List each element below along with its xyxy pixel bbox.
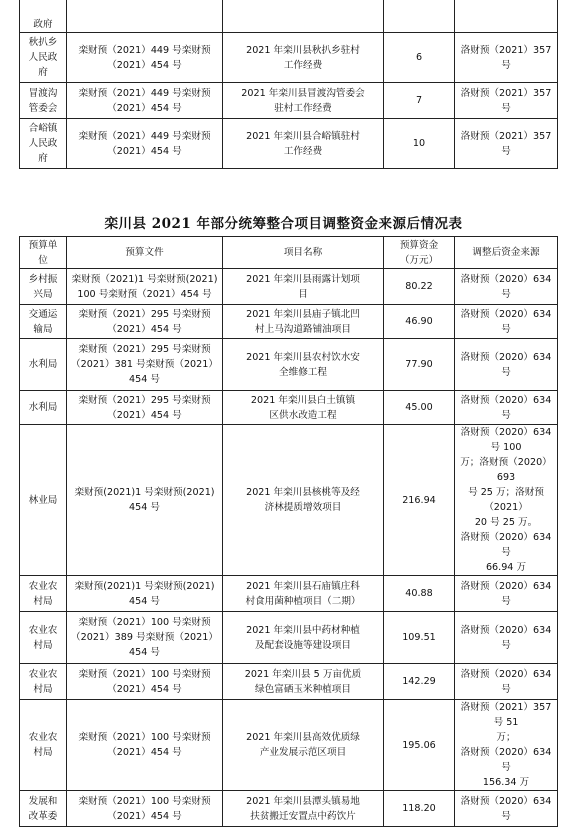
doc-cell: 栾财预（2021）100 号栾财预 （2021）389 号栾财预（2021） 454 号 <box>67 612 223 664</box>
doc-cell: 栾财预（2021）449 号栾财预 （2021）454 号 <box>67 33 223 83</box>
doc-cell <box>67 0 223 33</box>
doc-cell: 栾财预（2021）295 号栾财预 （2021）454 号 <box>67 305 223 339</box>
unit-cell: 交通运 输局 <box>20 305 67 339</box>
doc-cell: 栾财预（2021）100 号栾财预 （2021）454 号 <box>67 700 223 791</box>
amount-cell: 45.00 <box>384 391 455 425</box>
unit-cell: 水利局 <box>20 339 67 391</box>
table-row <box>20 576 558 612</box>
table-title: 栾川县 2021 年部分统筹整合项目调整资金来源后情况表 <box>104 216 463 232</box>
source-cell: 洛财预（2021）357 号 <box>455 119 558 169</box>
doc-cell: 栾财预（2021)1 号栾财预(2021) 100 号栾财预（2021）454 号 <box>67 269 223 305</box>
source-cell: 洛财预（2020）634 号 100 万；洛财预（2020）693 号 25 万；洛财预（2021） 20 号 25 万。 洛财预（2020）634 号 66.94 万 <box>455 425 558 576</box>
amount-cell: 77.90 <box>384 339 455 391</box>
project-cell: 2021 年栾川县石庙镇庄科 村食用菌种植项目（二期） <box>223 576 384 612</box>
unit-cell: 农业农 村局 <box>20 700 67 791</box>
doc-cell: 栾财预(2021)1 号栾财预(2021) 454 号 <box>67 576 223 612</box>
unit-cell: 政府 <box>20 0 67 33</box>
table-row <box>20 425 558 576</box>
project-cell: 2021 年栾川县核桃等及经 济林提质增效项目 <box>223 425 384 576</box>
top-table <box>19 0 558 169</box>
unit-cell: 发展和 改革委 <box>20 791 67 827</box>
doc-cell: 栾财预（2021）100 号栾财预 （2021）454 号 <box>67 664 223 700</box>
amount-cell: 142.29 <box>384 664 455 700</box>
main-table <box>19 236 558 827</box>
source-cell: 洛财预（2020）634 号 <box>455 269 558 305</box>
header-amount: 预算资金 （万元） <box>384 237 455 269</box>
amount-cell: 7 <box>384 83 455 119</box>
unit-cell: 乡村振 兴局 <box>20 269 67 305</box>
project-cell: 2021 年栾川县合峪镇驻村 工作经费 <box>223 119 384 169</box>
table-row <box>20 33 558 83</box>
project-cell: 2021 年栾川县冒渡沟管委会 驻村工作经费 <box>223 83 384 119</box>
source-cell <box>455 0 558 33</box>
table-row <box>20 791 558 827</box>
table-row <box>20 269 558 305</box>
table-row <box>20 391 558 425</box>
table-row <box>20 119 558 169</box>
source-cell: 洛财预（2020）634 号 <box>455 664 558 700</box>
project-cell: 2021 年栾川县农村饮水安 全维修工程 <box>223 339 384 391</box>
unit-cell: 农业农 村局 <box>20 576 67 612</box>
doc-cell: 栾财预（2021）295 号栾财预 （2021）454 号 <box>67 391 223 425</box>
source-cell: 洛财预（2020）634 号 <box>455 391 558 425</box>
header-unit: 预算单 位 <box>20 237 67 269</box>
amount-cell: 216.94 <box>384 425 455 576</box>
project-cell: 2021 年栾川县雨露计划项 目 <box>223 269 384 305</box>
amount-cell: 80.22 <box>384 269 455 305</box>
source-cell: 洛财预（2020）634 号 <box>455 791 558 827</box>
project-cell: 2021 年栾川县 5 万亩优质 绿色富硒玉米种植项目 <box>223 664 384 700</box>
project-cell: 2021 年栾川县潭头镇易地 扶贫搬迁安置点中药饮片 <box>223 791 384 827</box>
project-cell <box>223 0 384 33</box>
table-row <box>20 0 558 33</box>
doc-cell: 栾财预（2021）449 号栾财预 （2021）454 号 <box>67 83 223 119</box>
amount-cell <box>384 0 455 33</box>
table-row <box>20 664 558 700</box>
unit-cell: 农业农 村局 <box>20 664 67 700</box>
amount-cell: 6 <box>384 33 455 83</box>
project-cell: 2021 年栾川县高效优质绿 产业发展示范区项目 <box>223 700 384 791</box>
project-cell: 2021 年栾川县白土镇镇 区供水改造工程 <box>223 391 384 425</box>
source-cell: 洛财预（2021）357 号 <box>455 83 558 119</box>
amount-cell: 46.90 <box>384 305 455 339</box>
header-doc: 预算文件 <box>67 237 223 269</box>
header-row <box>20 237 558 269</box>
source-cell: 洛财预（2020）634 号 <box>455 612 558 664</box>
header-source: 调整后资金来源 <box>455 237 558 269</box>
amount-cell: 10 <box>384 119 455 169</box>
doc-cell: 栾财预（2021）295 号栾财预 （2021）381 号栾财预（2021） 454 号 <box>67 339 223 391</box>
unit-cell: 合峪镇 人民政 府 <box>20 119 67 169</box>
amount-cell: 109.51 <box>384 612 455 664</box>
unit-cell: 水利局 <box>20 391 67 425</box>
unit-cell: 冒渡沟 管委会 <box>20 83 67 119</box>
unit-cell: 农业农 村局 <box>20 612 67 664</box>
source-cell: 洛财预（2020）634 号 <box>455 576 558 612</box>
doc-cell: 栾财预（2021）100 号栾财预 （2021）454 号 <box>67 791 223 827</box>
amount-cell: 118.20 <box>384 791 455 827</box>
amount-cell: 195.06 <box>384 700 455 791</box>
source-cell: 洛财预（2020）634 号 <box>455 339 558 391</box>
table-row <box>20 700 558 791</box>
table-row <box>20 305 558 339</box>
doc-cell: 栾财预(2021)1 号栾财预(2021) 454 号 <box>67 425 223 576</box>
unit-cell: 秋扒乡 人民政 府 <box>20 33 67 83</box>
table-row <box>20 339 558 391</box>
source-cell: 洛财预（2021）357 号 51 万； 洛财预（2020）634 号 156.34 万 <box>455 700 558 791</box>
project-cell: 2021 年栾川县秋扒乡驻村 工作经费 <box>223 33 384 83</box>
source-cell: 洛财预（2020）634 号 <box>455 305 558 339</box>
table-row <box>20 612 558 664</box>
doc-cell: 栾财预（2021）449 号栾财预 （2021）454 号 <box>67 119 223 169</box>
amount-cell: 40.88 <box>384 576 455 612</box>
source-cell: 洛财预（2021）357 号 <box>455 33 558 83</box>
project-cell: 2021 年栾川县庙子镇北凹 村上马沟道路铺油项目 <box>223 305 384 339</box>
header-project: 项目名称 <box>223 237 384 269</box>
table-row <box>20 83 558 119</box>
project-cell: 2021 年栾川县中药材种植 及配套设施等建设项目 <box>223 612 384 664</box>
unit-cell: 林业局 <box>20 425 67 576</box>
